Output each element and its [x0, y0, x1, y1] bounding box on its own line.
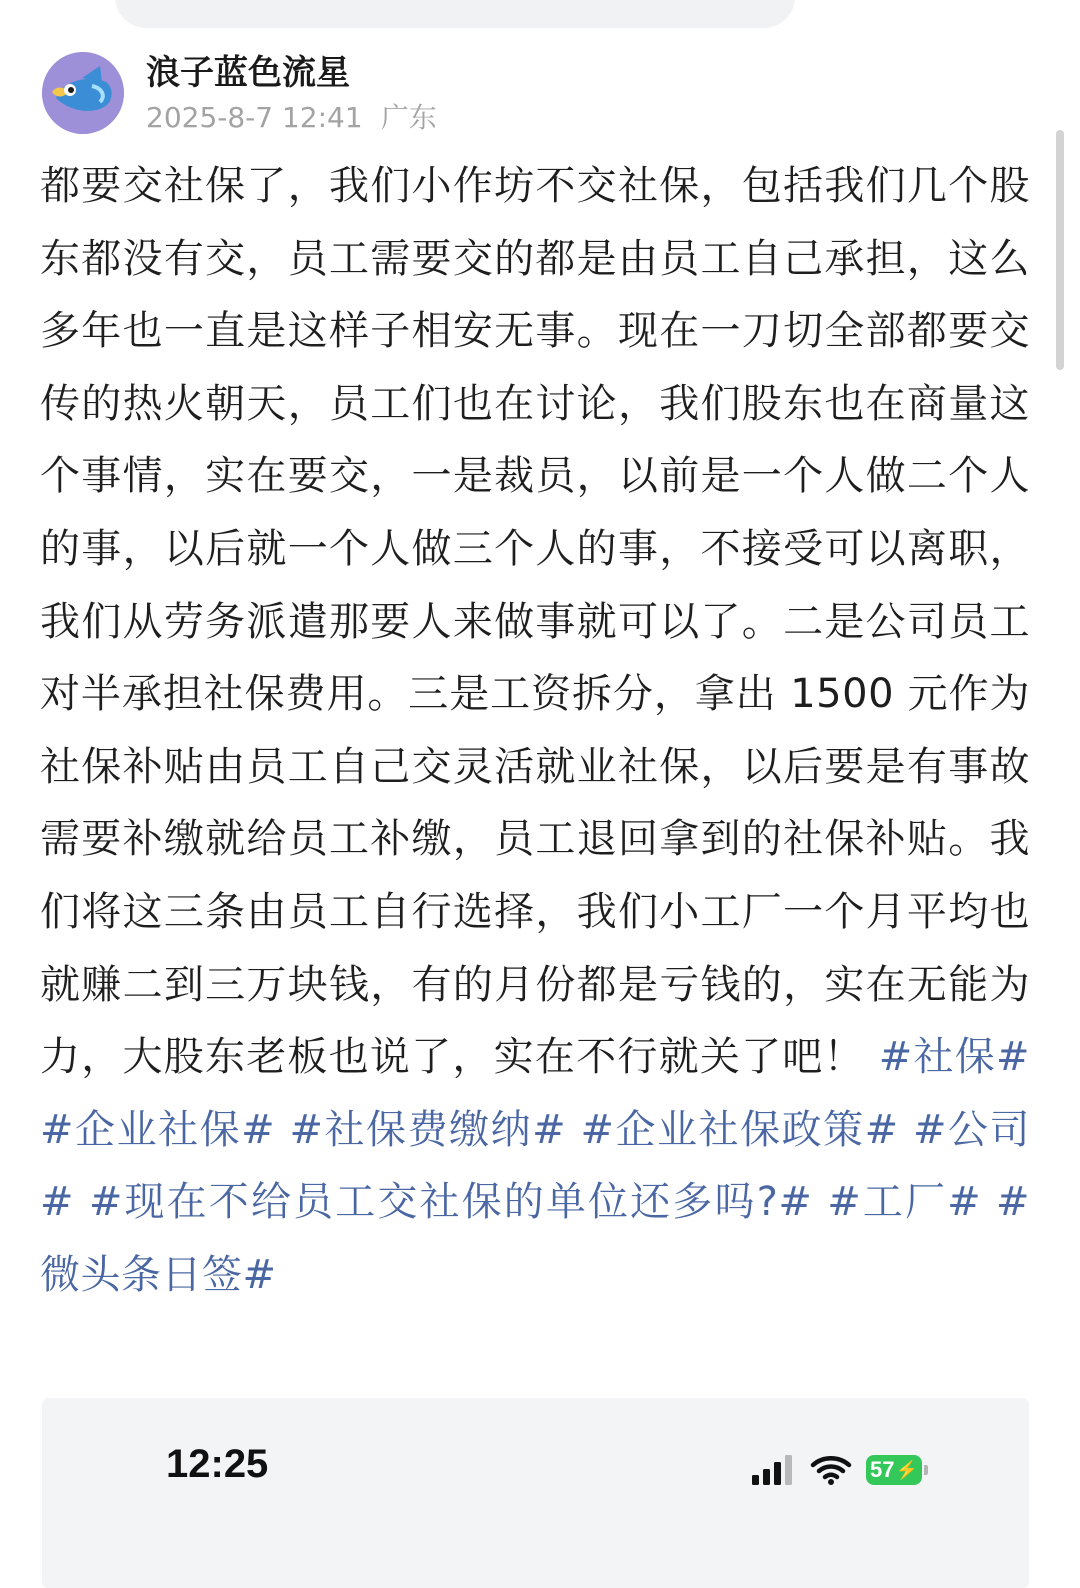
post-body: [40, 150, 1030, 1312]
charging-bolt-icon: ⚡: [895, 1459, 918, 1480]
signal-icon: [752, 1455, 796, 1485]
post-meta: [146, 100, 437, 136]
post-date: 2025-8-7 12:41: [146, 101, 363, 134]
wifi-icon: [810, 1455, 852, 1485]
post-location: 广东: [380, 101, 437, 134]
hashtag[interactable]: #社保费缴纳#: [289, 1106, 567, 1153]
battery-icon: [866, 1455, 922, 1485]
search-bar[interactable]: [115, 0, 795, 28]
status-icons: [752, 1450, 922, 1490]
battery-level: 57: [870, 1457, 895, 1482]
post-text: 都要交社保了，我们小作坊不交社保，包括我们几个股东都没有交，员工需要交的都是由员工自己承担，这么多年也一直是这样子相安无事。现在一刀切全部都要交传的热火朝天，员工们也在讨论，我们股东也在商量这个事情，实在要交，一是裁员，以前是一个人做二个人的事，以后就一个人做三个人的事，不接受可以离职，我们从劳务派遣那要人来做事就可以了。二是公司员工对半承担社保费用。三是工资拆分，拿出 1500 元作为社保补贴由员工自己交灵活就业社保，以后要是有事故需要补缴就给员工补缴，员工退回拿到的社保补贴。我们将这三条由员工自行选择，我们小工厂一个月平均也就赚二到三万块钱，有的月份都是亏钱的，实在无能为力，大股东老板也说了，实在不行就关了吧！: [40, 163, 1030, 1081]
author-name[interactable]: 浪子蓝色流星: [146, 53, 350, 93]
status-time: 12:25: [166, 1442, 269, 1486]
hashtag[interactable]: #企业社保政策#: [580, 1106, 899, 1153]
embedded-screenshot[interactable]: [42, 1398, 1029, 1588]
hashtag[interactable]: #微头条日签#: [40, 1179, 1031, 1298]
scrollbar[interactable]: [1056, 130, 1064, 370]
hashtag[interactable]: #工厂#: [827, 1179, 982, 1226]
hashtag[interactable]: #现在不给员工交社保的单位还多吗?#: [88, 1179, 813, 1226]
fish-avatar-icon: [42, 52, 124, 134]
hashtag[interactable]: #企业社保#: [40, 1106, 276, 1153]
hashtag[interactable]: #公司#: [40, 1106, 1031, 1226]
hashtag[interactable]: #社保#: [878, 1034, 1031, 1081]
avatar[interactable]: [42, 52, 124, 134]
